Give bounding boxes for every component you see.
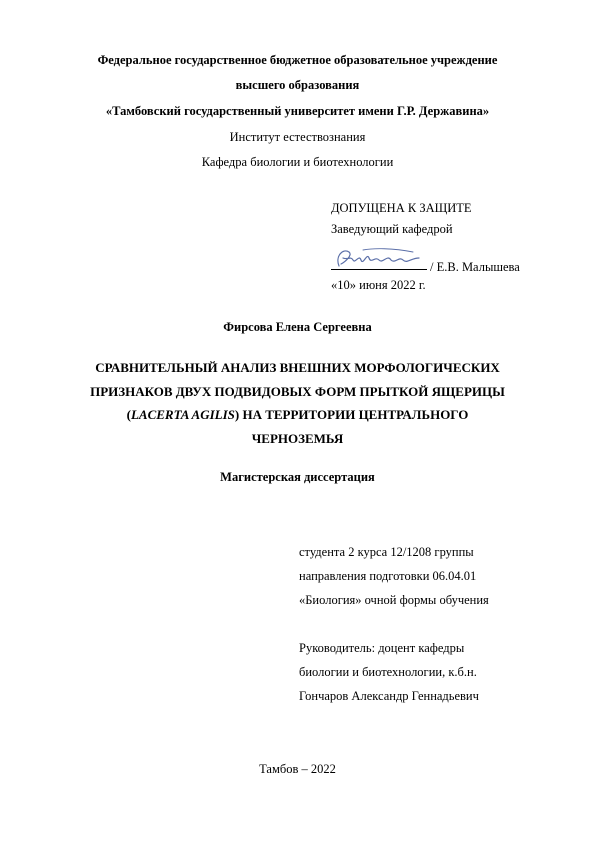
org-line-1: Федеральное государственное бюджетное образовательное учреждение: [97, 53, 498, 67]
student-line-2: направления подготовки 06.04.01: [299, 569, 477, 583]
author-name: Фирсова Елена Сергеевна: [223, 320, 372, 334]
head-of-department-label: Заведующий кафедрой: [331, 222, 453, 236]
student-line-1: студента 2 курса 12/1208 группы: [299, 545, 474, 559]
supervisor-line-1: Руководитель: доцент кафедры: [299, 641, 465, 655]
thesis-title: [0, 356, 595, 450]
institute-name: Институт естествознания: [229, 130, 366, 144]
title-line-3-rest: ) НА ТЕРРИТОРИИ ЦЕНТРАЛЬНОГО: [234, 407, 469, 422]
species-latin-name: LACERTA AGILIS: [130, 407, 235, 422]
org-line-2: высшего образования: [235, 78, 360, 92]
supervisor-name: Гончаров Александр Геннадьевич: [299, 689, 479, 703]
city-year: Тамбов – 2022: [259, 762, 336, 776]
admitted-label: ДОПУЩЕНА К ЗАЩИТЕ: [331, 201, 472, 215]
student-line-3: «Биология» очной формы обучения: [299, 593, 489, 607]
thesis-title-line-3: [0, 403, 595, 427]
work-type: Магистерская диссертация: [220, 470, 375, 484]
supervisor-line-2: биологии и биотехнологии, к.б.н.: [299, 665, 477, 679]
approval-date: «10» июня 2022 г.: [331, 278, 426, 292]
thesis-title-line-2: ПРИЗНАКОВ ДВУХ ПОДВИДОВЫХ ФОРМ ПРЫТКОЙ ЯЩЕРИЦЫ: [90, 383, 505, 399]
head-of-department-name: / Е.В. Малышева: [430, 260, 520, 274]
university-name: «Тамбовский государственный университет имени Г.Р. Державина»: [105, 104, 490, 118]
department-name: Кафедра биологии и биотехнологии: [201, 155, 394, 169]
thesis-title-line-4: ЧЕРНОЗЕМЬЯ: [251, 430, 344, 446]
title-paren-open: (: [126, 407, 131, 422]
thesis-title-line-1: СРАВНИТЕЛЬНЫЙ АНАЛИЗ ВНЕШНИХ МОРФОЛОГИЧЕСКИХ: [95, 360, 500, 375]
signature-line: [331, 269, 427, 270]
